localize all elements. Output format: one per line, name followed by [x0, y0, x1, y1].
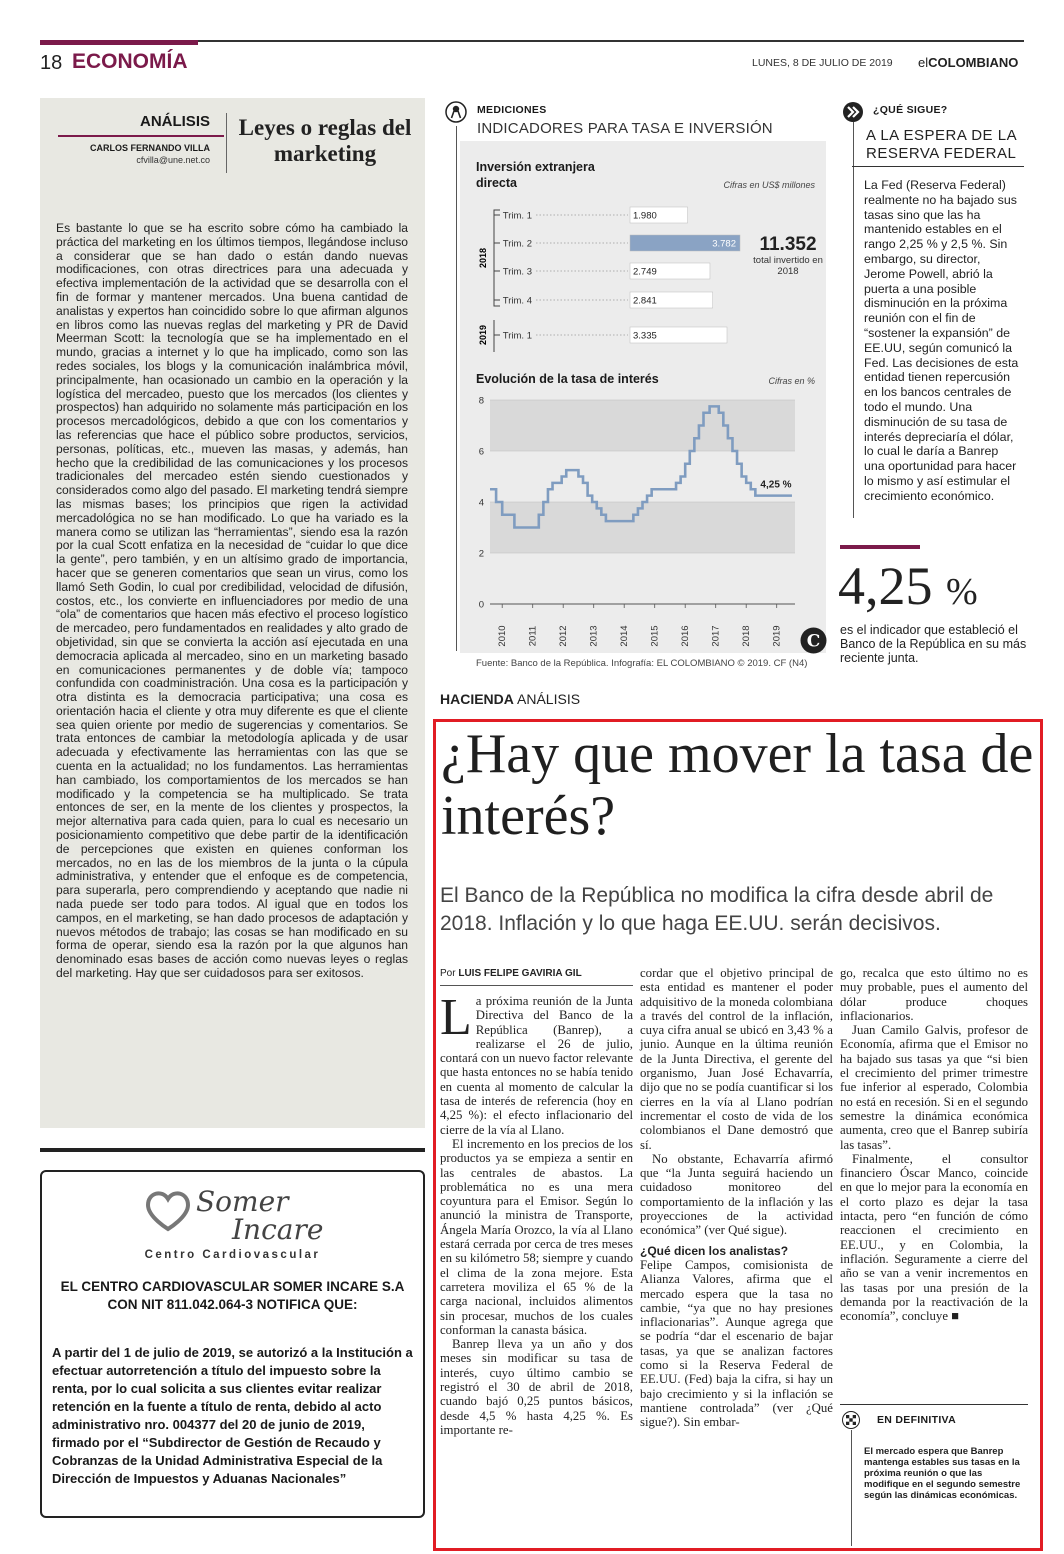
- issue-date: LUNES, 8 DE JULIO DE 2019: [752, 57, 893, 69]
- analysis-label-rule: [58, 135, 224, 137]
- ad-body: A partir del 1 de julio de 2019, se autorizó a la Institución a efectuar autorretención a título del impuesto sobre la renta, por lo cual solicita a sus clientes evitar realizar retención en la fuente a título de renta, debido al acto administrativo nro. 004377 del 20 de junio de 2019, firmado por el “Subdirector de Gestión de Recaudo y Cobranzas de la Unidad Administrativa Especial de la Dirección de Impuestos y Aduanas Nacionales”: [52, 1345, 413, 1486]
- grid-band: [490, 400, 795, 451]
- x-tick-label: 2013: [588, 625, 600, 647]
- infographic-source: Fuente: Banco de la República. Infografía: EL COLOMBIANO © 2019. CF (N4): [476, 658, 808, 669]
- newspaper-brand: [918, 55, 1018, 70]
- next-steps-body: La Fed (Reserva Federal) realmente no ha bajado sus tasas sino que las ha mantenido estables en el rango 2,25 % y 2,5 %. Sin embargo, su director, Jerome Powell, abrió la puerta a una posible disminución en la próxima reunión con el fin de “sostener la expansión” de EE.UU, según comunicó la Fed. Las decisiones de esta entidad tienen repercusión en los bancos centrales de todo el mundo. Una disminución de su tasa de interés depreciaría el dólar, lo cual le daría a Banrep una oportunidad para hacer lo mismo y así estimular el crecimiento económico.: [864, 178, 1019, 503]
- x-tick-label: 2011: [527, 625, 539, 647]
- ribbon-icon: [445, 101, 467, 123]
- article-column-2: [640, 966, 833, 1430]
- next-steps-rule-vertical: [853, 122, 854, 518]
- investment-total-label: total invertido en 2018: [753, 255, 823, 277]
- y-tick-label: 0: [478, 599, 484, 611]
- x-tick-label: 2017: [710, 625, 722, 647]
- rate-chart-title: Evolución de la tasa de interés: [476, 372, 659, 386]
- big-number-rule: [840, 545, 920, 549]
- checkered-flag-icon: [842, 1411, 860, 1429]
- el-colombiano-c-logo: [800, 627, 827, 654]
- article-deck: El Banco de la República no modifica la cifra desde abril de 2018. Inflación y lo que haga EE.UU. serán decisivos.: [440, 884, 994, 935]
- article-paragraph: cordar que el objetivo principal de esta entidad es mantener el poder adquisitivo de la moneda colombiana a través del control de la inflación, cuya cifra anual se ubicó en 3,43 % a junio. Aunque en la última reunión de la Junta Directiva, el gerente del organismo, Juan José Echavarría, dijo que no se podía cuantificar si los cierres en la vía al Llano podrían incrementar el costo de vida de los colombianos el Dane demostró que sí.: [640, 966, 833, 1152]
- summary-rule: [840, 1404, 1028, 1405]
- x-tick-label: 2019: [771, 625, 783, 647]
- article-column-1: [440, 989, 633, 1437]
- article-paragraph: No obstante, Echavarría afirmó que “la Junta seguirá haciendo un cuidadoso monitoreo del comportamiento de la inflación y las proyecciones de la actividad económica” (ver Qué sigue).: [640, 1151, 833, 1238]
- x-tick-label: 2010: [497, 625, 509, 647]
- y-tick-label: 2: [478, 548, 484, 560]
- section-accent-bar: [40, 40, 198, 45]
- bar-value-label: 2.749: [633, 266, 657, 278]
- ad-rule: [40, 1148, 425, 1152]
- analysis-label: ANÁLISIS: [139, 113, 210, 130]
- section-name: ECONOMÍA: [72, 50, 188, 73]
- byline-author: LUIS FELIPE GAVIRIA GIL: [458, 968, 582, 979]
- article-byline: [440, 968, 582, 979]
- investment-total: 11.352: [759, 234, 817, 255]
- y-tick-label: 8: [478, 395, 484, 407]
- year-label: 2019: [478, 324, 488, 346]
- double-chevron-icon: [842, 101, 864, 123]
- analysis-body: Es bastante lo que se ha escrito sobre cómo ha cambiado la práctica del marketing en los últimos tiempos, llegándose inclusо a considerar que se han dado o están dando nuevas modificaciones, con otras directrices para una adecuada y efectiva implementación de la actividad que se desarrolla con el fin de formar y mantener mercados. Una buena cantidad de analistas y expertos han coincidido sobre lo que afirman algunos en libros como las nuevas reglas del marketing y PR de David Meerman Scott: la tecnología que se ha implementado en el mundo, gracias a internet y lo que ha implicado, como son las redes sociales, los blogs y la comunicación inalámbrica móvil, principalmente, han ocasionado un cambio en la operación y la logística del mercadeo, puesto que los mercados (los clientes y prospectos) han adquirido no solamente más participación en los procesos mercadológicos, debido a que con los comentarios y las referencias que hace el público sobre productos, servicios, personas, políticas, etc., mueven las masas, y además, han hecho que la credibilidad de las comunicaciones y los procesos tradicionales del mercadeo estén siendo cuestionados y considerados como algo del pasado. El marketing tendrá siempre las mismas bases; los principios que rigen la actividad mercadológica no se han modificado. Lo que ha variado es la manera como se utilizan las “herramientas”, siendo esa la razón por la cual Scott enfatiza en la necesidad de “cuidar lo que dice la gente”, pero también, y en un altísimo grado de importancia, hacer que se generen comentarios que sean un virus, como los llamó Seth Godin, lo cual por credibilidad, velocidad de difusión, costos, etc., los convierte en influenciadores por medio de una “ola” de comentarios que hacen más efectivo el proceso logístico de mercadeo, pero fundamentados en realidades y alto grado de objetividad, sin que se convierta la acción así ejecutada en una democracia aplicada al mercadeo, sino en un marketing basado en comunicaciones permanentes y de doble vía; tampoco confundida con coadministración. Una cosa es la participación y otra distinta es la democracia participativa; una cosa es orientación hacia el cliente y otra muy diferente es que el cliente sea quien oriente por medio de sugerencias y comentarios. Se trata entonces de cambiar la metodología aplicada y de usar adecuada y efectivamente las herramientas con las que se cuenta en la actualidad; no los fundamentos. Las herramientas han cambiado, los comportamientos de los mercados se han modificado y la competencia se ha multiplicado. Se trata entonces de ser, en la mente de los clientes y prospectos, la mejor alternativa para cada quien, para lo cual es necesario un posicionamiento competitivo que debe partir de la identificación de percepciones que existen en quienes conforman los mercados, no en las de los miembros de la junta o la cúpula administrativa, y entender que el enfoque es de competencia, para superarla, pero comprendiendo y aceptando que nadie ni nada puede ser todo para todos. Al igual que en todos los campos, en el marketing, se han dado procesos de adaptación y nuevos métodos de trabajo; las cosas se han modificado en su forma de operar, siendo esa la razón por la que algunos han denominado esas bases de acción como nuevas leyes o reglas del marketing. Hay que ser cuidadosos para ser exitosos.: [56, 221, 408, 981]
- next-steps-rule: [852, 166, 1024, 167]
- bar-value-label: 2.841: [633, 295, 657, 307]
- article-paragraph: Finalmente, el consultor financiero Óscar Manco, coincide en que lo mejor para la economía en el corto plazo es dejar la tasa intacta, pero “en función de cómo reaccionen el crecimiento en EE.UU., y en Colombia, la inflación. Seguramente a cierre del año se van a venir incrementos en las tasas por una presión de la demanda por la reactivación de la economía”, concluye ■: [840, 1151, 1028, 1324]
- kicker-type: ANÁLISIS: [517, 691, 581, 707]
- big-number: [838, 556, 978, 622]
- summary-body: El mercado espera que Banrep mantenga estables sus tasas en la próxima reunión o que las modifique en el segundo semestre según las dinámicas económicas.: [864, 1446, 1021, 1501]
- bar-value-label: 1.980: [633, 210, 657, 222]
- rate-chart-units: Cifras en %: [768, 376, 815, 386]
- kicker-section: HACIENDA: [440, 691, 514, 707]
- article-subheading: ¿Qué dicen los analistas?: [640, 1243, 789, 1258]
- y-tick-label: 6: [478, 446, 484, 458]
- big-number-unit: %: [946, 571, 978, 613]
- next-steps-label: ¿QUÉ SIGUE?: [873, 104, 948, 116]
- ad-header: EL CENTRO CARDIOVASCULAR SOMER INCARE S.A CON NIT 811.042.064-3 NOTIFICA QUE:: [60, 1279, 405, 1312]
- x-tick-label: 2016: [680, 625, 692, 647]
- drop-cap: L: [440, 989, 472, 1046]
- next-steps-title: A LA ESPERA DE LA RESERVA FEDERAL: [866, 127, 1017, 162]
- brand-name: COLOMBIANO: [928, 55, 1019, 70]
- category-label: Trim. 4: [502, 295, 532, 307]
- year-label: 2018: [478, 247, 488, 269]
- article-headline: ¿Hay que mover la tasa de interés?: [441, 723, 1034, 847]
- infographic-title: INDICADORES PARA TASA E INVERSIÓN: [477, 120, 773, 137]
- logo-line2: Incare: [232, 1213, 324, 1243]
- article-paragraph: Juan Camilo Galvis, profesor de Economía, afirma que el Emisor no ha bajado sus tasas ya que “si bien el crecimiento del primer trimestre fue inferior al esperado, Colombia no está en recesión. Si en el segundo semestre la dinámica económica aumenta, creo que el Banrep subiría las tasas”.: [840, 1023, 1028, 1152]
- x-tick-label: 2018: [741, 625, 753, 647]
- byline-prefix: Por: [440, 968, 456, 979]
- x-tick-label: 2012: [558, 625, 570, 647]
- analysis-author: CARLOS FERNANDO VILLA: [90, 143, 210, 153]
- investment-bar-chart: [460, 196, 760, 356]
- ad-subtitle: Centro Cardiovascular: [144, 1249, 321, 1261]
- article-paragraph: go, recalca que esto último no es muy probable, pues el aumento del dólar produce choques inflacionarios.: [840, 966, 1028, 1023]
- brand-prefix: el: [918, 55, 929, 70]
- summary-label: EN DEFINITIVA: [877, 1414, 956, 1426]
- category-label: Trim. 1: [502, 330, 532, 342]
- logo-c-letter: C: [806, 631, 821, 652]
- year-bracket-2018: [494, 210, 500, 306]
- infographic-rule: [456, 126, 457, 651]
- investment-chart-units: Cifras en US$ millones: [723, 180, 815, 190]
- interest-rate-line-chart: [460, 388, 826, 650]
- analysis-author-email[interactable]: cfvilla@une.net.co: [136, 155, 210, 165]
- article-paragraph: El incremento en los precios de los productos ya se empieza a sentir en las centrales de abastos. La problemática no es una mera coyuntura para el Emisor. Según lo anunció la ministra de Transporte, Ángela María Orozco, la vía al Llano estará cerrada por cerca de tres meses en su kilómetro 58; siempre y cuando el clima de la zona mejore. Esta carretera moviliza el 65 % de la carga nacional, incluidos alimentos sin procesar, muchos de los cuales conforman la canasta básica.: [440, 1136, 633, 1337]
- infographic-label: MEDICIONES: [477, 104, 547, 116]
- page-number: 18: [40, 52, 63, 74]
- analysis-title: Leyes o reglas del marketing: [238, 115, 412, 166]
- bar-value-label: 3.782: [712, 238, 736, 250]
- paragraph-text: a próxima reunión de la Junta Directiva del Banco de la República (Banrep), a realizarse el 26 de julio, contará con un nuevo factor relevante que hasta entonces no se había tenido en cuenta al momento de calcular la tasa de interés de referencia (hoy en 4,25 %): el efecto inflacionario del cierre de la vía al Llano.: [440, 994, 633, 1137]
- article-paragraph: [440, 989, 633, 1137]
- article-column-3: [840, 966, 1028, 1323]
- byline-rule: [440, 985, 633, 986]
- x-tick-label: 2014: [619, 625, 631, 647]
- article-kicker: [440, 691, 580, 707]
- logo-line1: Somer: [196, 1185, 289, 1218]
- summary-rule-vertical: [851, 1430, 852, 1546]
- bar-value-label: 3.335: [633, 330, 657, 342]
- category-label: Trim. 3: [502, 266, 532, 278]
- investment-chart-title: Inversión extranjera directa: [476, 160, 595, 190]
- somer-incare-logo: [140, 1183, 330, 1243]
- big-number-value: 4,25: [838, 556, 933, 616]
- last-value-label: 4,25 %: [760, 479, 792, 491]
- article-paragraph: Banrep lleva ya un año y dos meses sin modificar su tasa de interés, cuyo último cambio se registró el 30 de abril de 2018, cuando bajó 0,25 puntos básicos, desde 4,5 % hasta 4,25 %. Es importante re-: [440, 1337, 633, 1437]
- category-label: Trim. 2: [502, 238, 532, 250]
- x-tick-label: 2015: [649, 625, 661, 647]
- big-number-caption: es el indicador que estableció el Banco de la República en su más reciente junta.: [840, 623, 1027, 665]
- y-tick-label: 4: [478, 497, 484, 509]
- category-label: Trim. 1: [502, 210, 532, 222]
- analysis-divider: [226, 113, 227, 173]
- article-paragraph: Felipe Campos, comisionista de Alianza Valores, afirma que el mercado espera que la tasa no cambie, “ya que no hay presiones inflacionarias”. Aunque agrega que se podría “dar el escenario de bajar tasas, ya que se analizan factores como si la Reserva Federal de EE.UU. (Fed) baja la cifra, si hay un bajo crecimiento y si la inflación se mantiene controlada” (ver ¿Qué sigue?). Sin embar-: [640, 1257, 833, 1430]
